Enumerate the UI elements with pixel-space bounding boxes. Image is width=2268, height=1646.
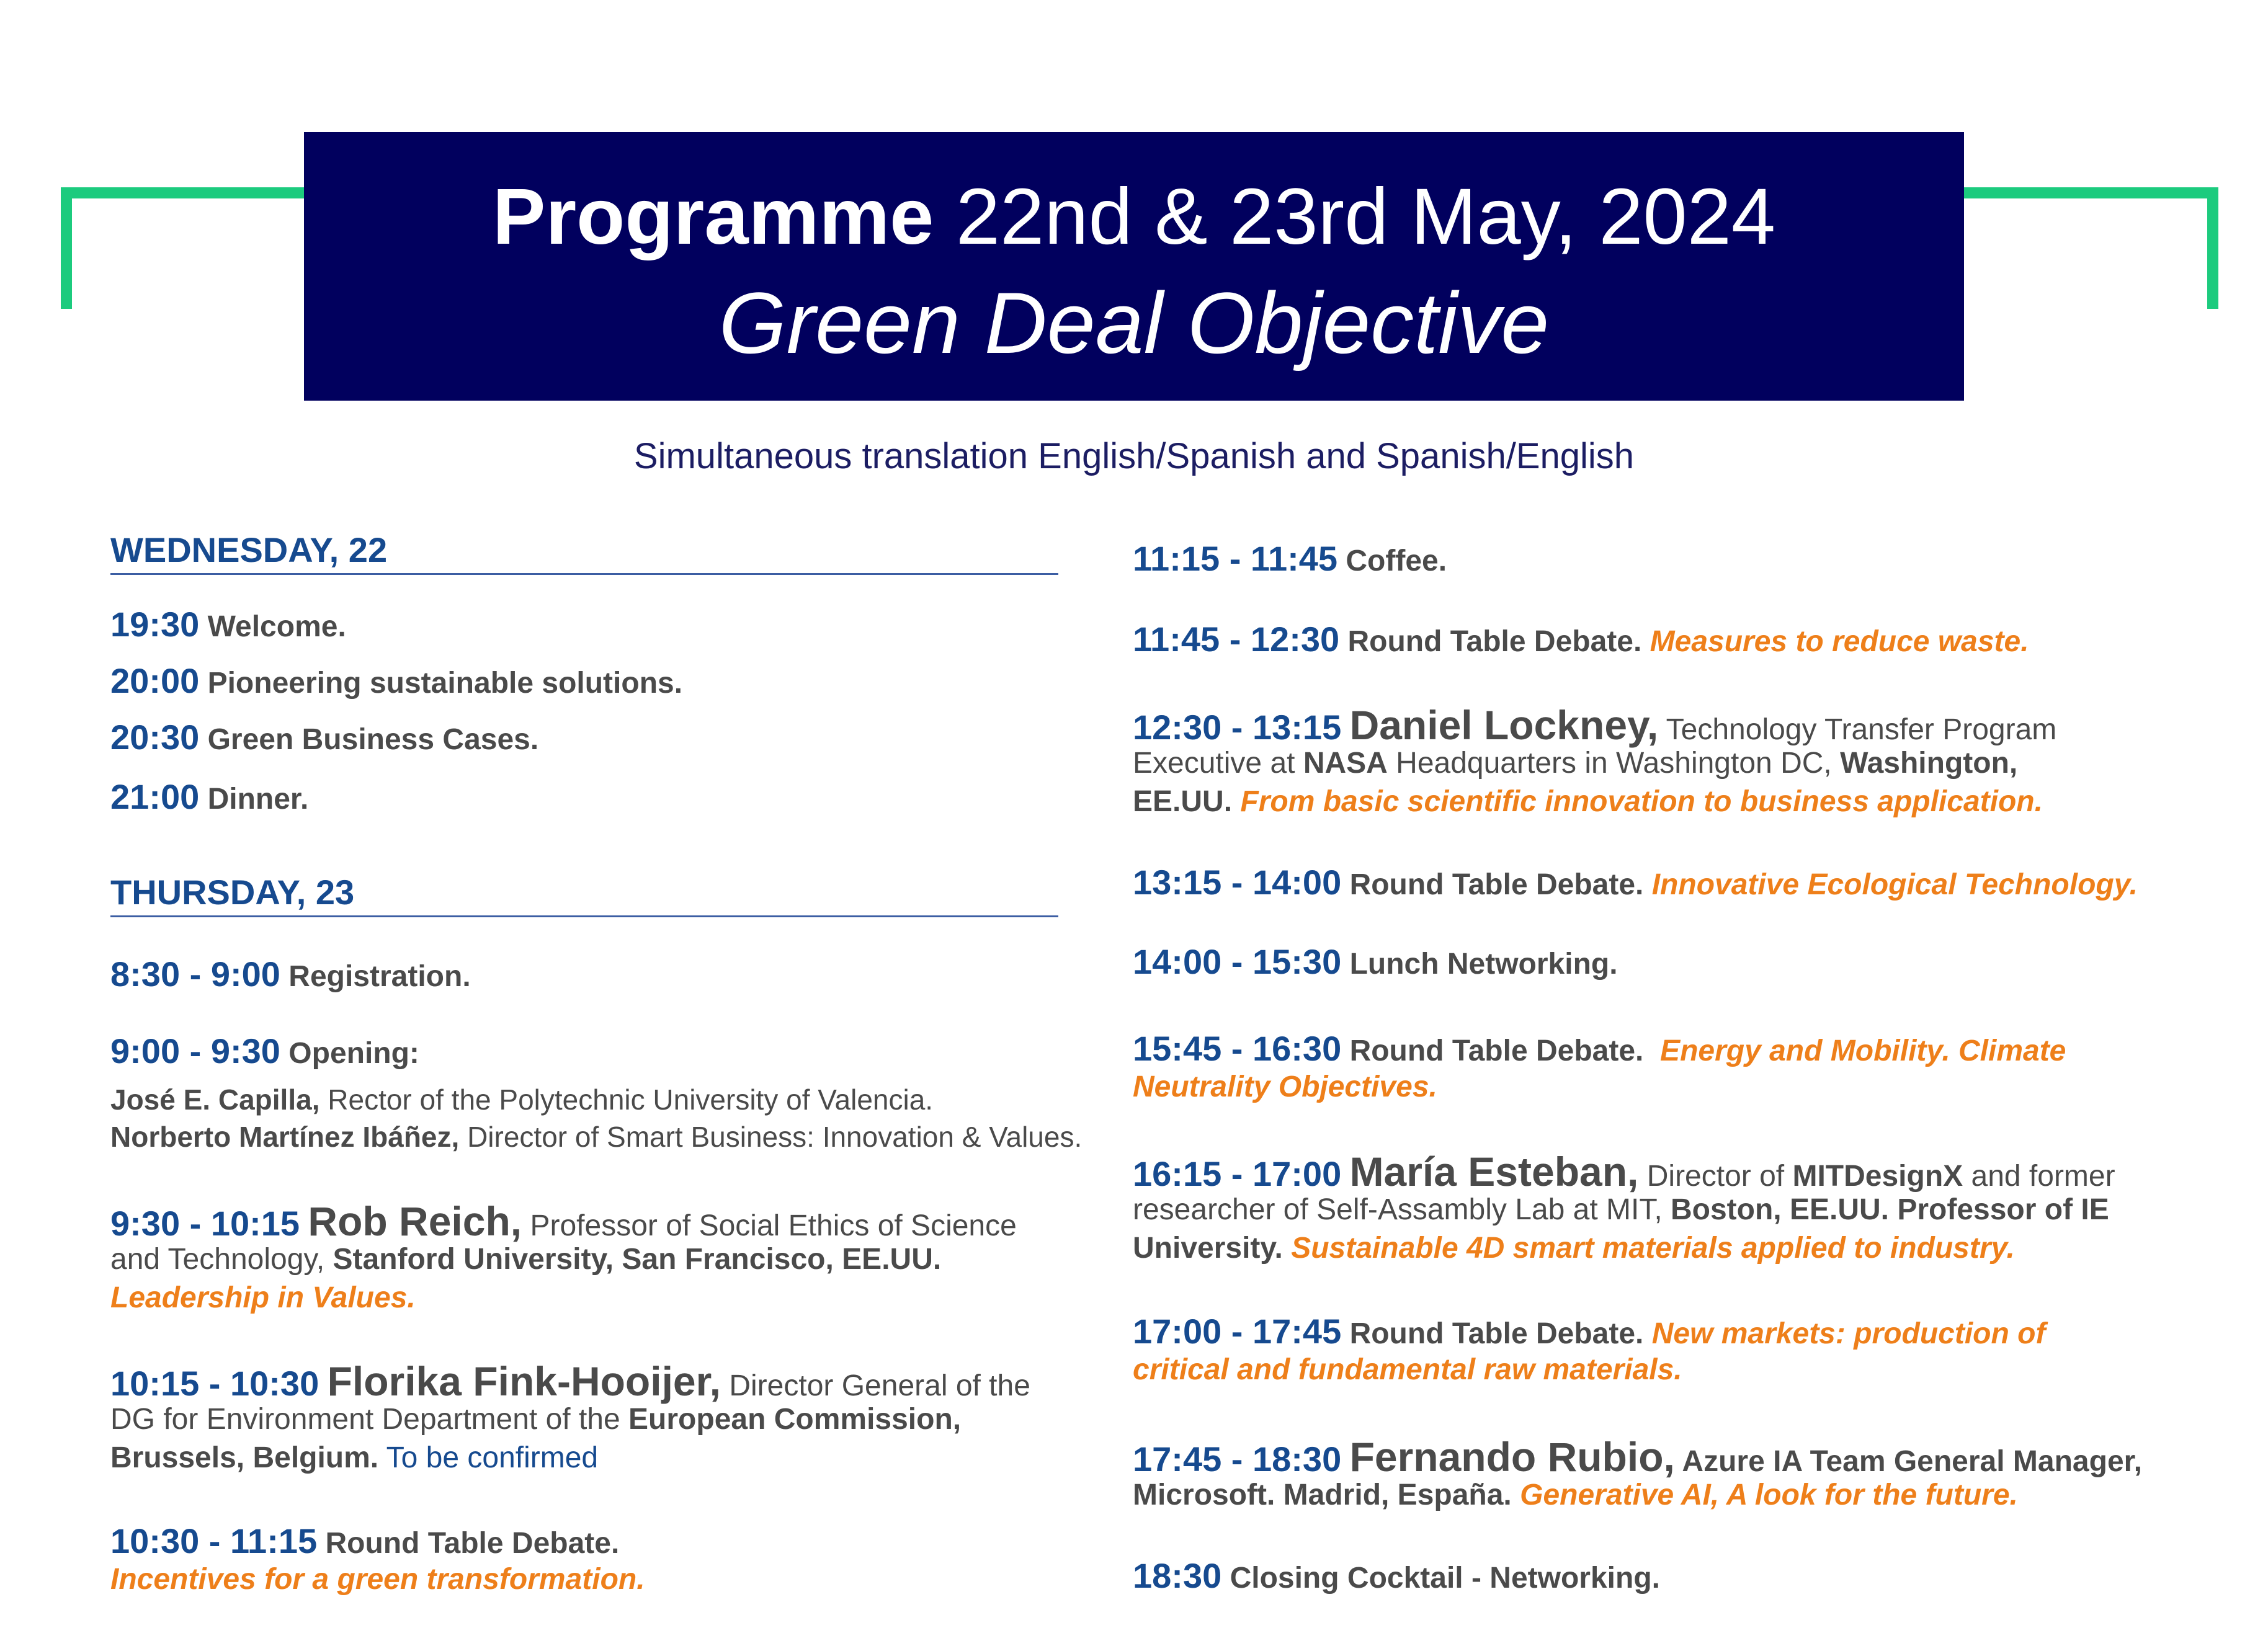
agenda-item: 11:45 - 12:30 Round Table Debate. Measures to reduce waste. — [1133, 620, 2029, 659]
speaker-line: DG for Environment Department of the European Commission, — [110, 1403, 962, 1436]
agenda-item: 11:15 - 11:45 Coffee. — [1133, 539, 1447, 578]
agenda-item: 20:30 Green Business Cases. — [110, 718, 539, 757]
header-title: Programme 22nd & 23rd May, 2024 — [492, 172, 1776, 261]
agenda-item: 10:30 - 11:15 Round Table Debate. — [110, 1521, 620, 1560]
talk-title: Neutrality Objectives. — [1133, 1070, 1437, 1103]
day-heading-thursday: THURSDAY, 23 — [110, 872, 1058, 917]
agenda-item: 17:00 - 17:45 Round Table Debate. New markets: production of — [1133, 1312, 2046, 1351]
agenda-item: 9:00 - 9:30 Opening: — [110, 1031, 419, 1070]
speaker-line: Norberto Martínez Ibáñez, Director of Smart Business: Innovation & Values. — [110, 1121, 1083, 1153]
agenda-item: 12:30 - 13:15 Daniel Lockney, Technology Transfer Program — [1133, 702, 2057, 748]
speaker-line: University. Sustainable 4D smart materials applied to industry. — [1133, 1232, 2015, 1265]
agenda-item: 9:30 - 10:15 Rob Reich, Professor of Social Ethics of Science — [110, 1198, 1017, 1244]
talk-title: Incentives for a green transformation. — [110, 1563, 645, 1596]
agenda-item: 13:15 - 14:00 Round Table Debate. Innovative Ecological Technology. — [1133, 863, 2138, 902]
agenda-item: 15:45 - 16:30 Round Table Debate. Energy and Mobility. Climate — [1133, 1029, 2066, 1068]
speaker-line: EE.UU. From basic scientific innovation to business application. — [1133, 785, 2043, 818]
speaker-line: researcher of Self-Assambly Lab at MIT, Boston, EE.UU. Professor of IE — [1133, 1193, 2109, 1226]
agenda-item: 16:15 - 17:00 María Esteban, Director of MITDesignX and former — [1133, 1149, 2115, 1194]
green-bracket-right — [1964, 187, 2218, 309]
day-heading-wednesday: WEDNESDAY, 22 — [110, 530, 1058, 575]
speaker-line: Executive at NASA Headquarters in Washington DC, Washington, — [1133, 747, 2018, 780]
agenda-item: 21:00 Dinner. — [110, 777, 309, 816]
speaker-line: Microsoft. Madrid, España. Generative AI, A look for the future. — [1133, 1479, 2018, 1511]
header-subtitle: Green Deal Objective — [718, 274, 1550, 371]
translation-note: Simultaneous translation English/Spanish and Spanish/English — [633, 436, 1635, 476]
agenda-item: 14:00 - 15:30 Lunch Networking. — [1133, 942, 1618, 981]
agenda-item: 10:15 - 10:30 Florika Fink-Hooijer, Director General of the — [110, 1358, 1030, 1404]
header-banner — [304, 132, 1964, 401]
agenda-item: 17:45 - 18:30 Fernando Rubio, Azure IA Team General Manager, — [1133, 1434, 2142, 1480]
agenda-item: 8:30 - 9:00 Registration. — [110, 954, 471, 994]
agenda-item: 19:30 Welcome. — [110, 605, 346, 644]
speaker-line: and Technology, Stanford University, San Francisco, EE.UU. — [110, 1243, 942, 1276]
speaker-line: Brussels, Belgium. To be confirmed — [110, 1441, 599, 1474]
talk-title: critical and fundamental raw materials. — [1133, 1353, 1682, 1386]
speaker-line: José E. Capilla, Rector of the Polytechnic University of Valencia. — [110, 1083, 934, 1116]
talk-title: Leadership in Values. — [110, 1281, 416, 1314]
agenda-item: 18:30 Closing Cocktail - Networking. — [1133, 1556, 1660, 1595]
agenda-item: 20:00 Pioneering sustainable solutions. — [110, 661, 683, 700]
green-bracket-left — [61, 187, 315, 309]
